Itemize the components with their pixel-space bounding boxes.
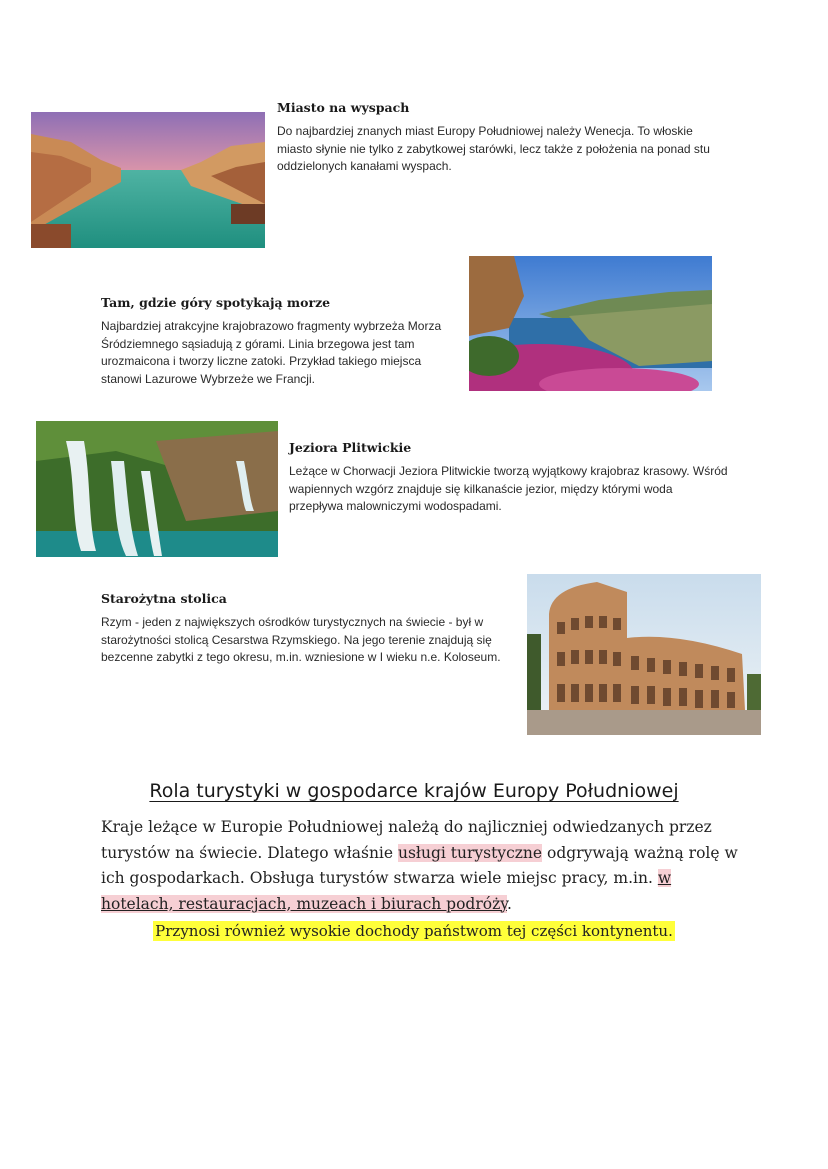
highlighted-conclusion: Przynosi również wysokie dochody państwom tej części kontynentu.: [155, 922, 673, 940]
cote-dazur-photo: [469, 256, 712, 391]
colosseum-photo: [527, 574, 761, 735]
venice-photo: [31, 112, 265, 248]
section-title-coast: Tam, gdzie góry spotykają morze: [101, 295, 331, 310]
section-body-coast: Najbardziej atrakcyjne krajobrazowo fragmenty wybrzeża Morza Śródziemnego sąsiadują z górami. Linia brzegowa jest tam urozmaicona i tworzy liczne zatoki. Przykład takiego miejsca stanowi Lazurowe Wybrzeże we Francji.: [101, 319, 442, 386]
section-body-rome: Rzym - jeden z największych ośrodków turystycznych na świecie - był w starożytności stolicą Cesarstwa Rzymskiego. Na jego terenie znajdują się bezcenne zabytki z tego okresu, m.in. wzniesione w I wieku n.e. Koloseum.: [101, 615, 501, 664]
section-body-plitvice: Leżące w Chorwacji Jeziora Plitwickie tworzą wyjątkowy krajobraz krasowy. Wśród wapiennych wzgórz znajduje się kilkanaście jezior, między którymi woda przepływa malowniczymi wodospadami.: [289, 464, 728, 513]
section-title-venice: Miasto na wyspach: [277, 100, 410, 115]
highlight-workplaces: w hotelach, restauracjach, muzeach i biurach podróży: [101, 869, 672, 913]
summary-title: Rola turystyki w gospodarce krajów Europy Południowej: [149, 780, 679, 802]
plitvice-photo: [36, 421, 278, 557]
section-title-rome: Starożytna stolica: [101, 591, 227, 606]
summary-paragraph: Kraje leżące w Europie Południowej należą do najliczniej odwiedzanych przez turystów na świecie. Dlatego właśnie usługi turystyczne odgrywają ważną rolę w ich gospodarkach. Obsługa turystów stwarza wiele miejsc pracy, m.in. w hotelach, restauracjach, muzeach i biurach podróży.: [101, 818, 738, 913]
highlight-tourist-services: usługi turystyczne: [398, 843, 543, 862]
section-body-venice: Do najbardziej znanych miast Europy Południowej należy Wenecja. To włoskie miasto słynie nie tylko z zabytkowej starówki, lecz także z położenia na ponad stu oddzielonych kanałami wyspach.: [277, 124, 710, 173]
section-title-plitvice: Jeziora Plitwickie: [289, 440, 412, 455]
